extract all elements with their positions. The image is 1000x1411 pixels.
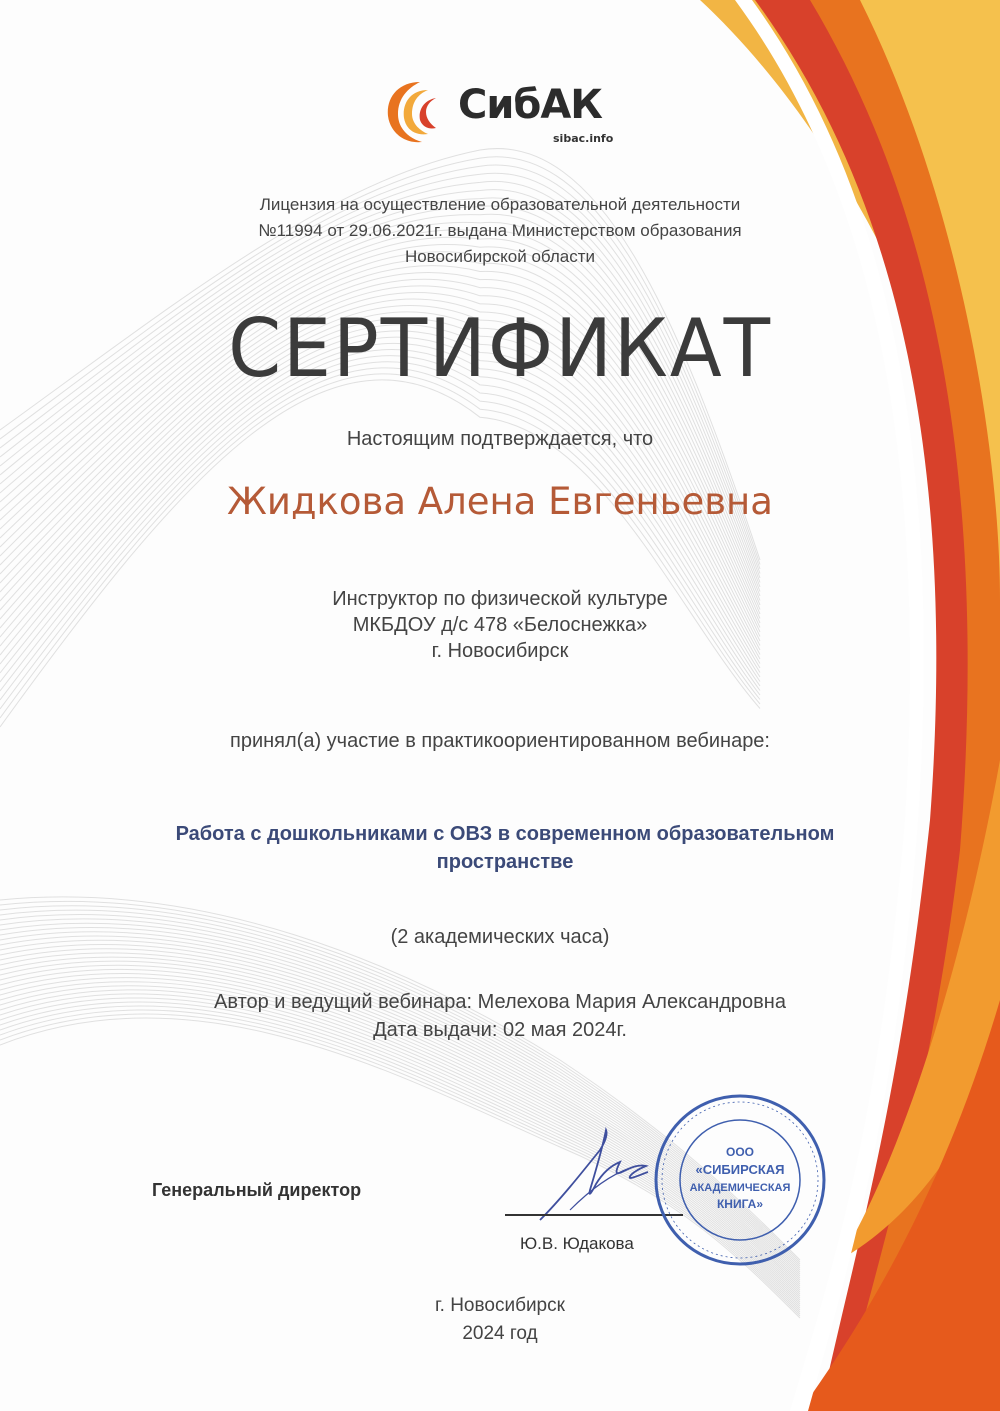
position-line-2: МКБДОУ д/с 478 «Белоснежка» bbox=[352, 614, 648, 636]
stamp-line-3: АКАДЕМИЧЕСКАЯ bbox=[689, 1182, 791, 1194]
position-line-1: Инструктор по физической культуре bbox=[332, 588, 668, 610]
footer-city: г. Новосибирск bbox=[435, 1295, 565, 1316]
issue-date: Дата выдачи: 02 мая 2024г. bbox=[373, 1019, 627, 1041]
academic-hours: (2 академических часа) bbox=[390, 926, 610, 948]
recipient-position bbox=[200, 586, 800, 664]
logo-site: sibac.info bbox=[553, 132, 614, 145]
author-line: Автор и ведущий вебинара: Мелехова Мария Александровна bbox=[214, 991, 786, 1013]
webinar-title bbox=[100, 820, 910, 876]
company-stamp-icon bbox=[650, 1090, 830, 1270]
stamp-line-4: КНИГА» bbox=[716, 1197, 764, 1211]
recipient-name: Жидкова Алена Евгеньевна bbox=[227, 480, 773, 523]
footer-place bbox=[300, 1292, 700, 1348]
director-title: Генеральный директор bbox=[152, 1180, 362, 1200]
license-line-1: Лицензия на осуществление образовательной деятельности bbox=[259, 195, 741, 214]
stamp-line-2: «СИБИРСКАЯ bbox=[695, 1162, 785, 1177]
logo-name: СибАК bbox=[458, 82, 602, 128]
sibak-logo bbox=[380, 76, 620, 150]
certificate-title: СЕРТИФИКАТ bbox=[228, 302, 772, 395]
footer-year: 2024 год bbox=[462, 1323, 538, 1344]
confirm-text: Настоящим подтверждается, что bbox=[346, 428, 654, 450]
license-line-3: Новосибирской области bbox=[404, 247, 596, 266]
license-text bbox=[150, 192, 850, 270]
author-block bbox=[100, 988, 900, 1044]
license-line-2: №11994 от 29.06.2021г. выдана Министерством образования bbox=[258, 221, 742, 240]
participation-text: принял(а) участие в практикоориентированном вебинаре: bbox=[230, 730, 770, 752]
webinar-line-1: Работа с дошкольниками с ОВЗ в современном образовательном bbox=[175, 823, 835, 845]
webinar-line-2: пространстве bbox=[436, 851, 574, 873]
position-line-3: г. Новосибирск bbox=[431, 640, 569, 662]
signer-name: Ю.В. Юдакова bbox=[520, 1234, 634, 1253]
stamp-line-1: ООО bbox=[725, 1145, 755, 1159]
logo-swirl-icon bbox=[380, 76, 450, 150]
